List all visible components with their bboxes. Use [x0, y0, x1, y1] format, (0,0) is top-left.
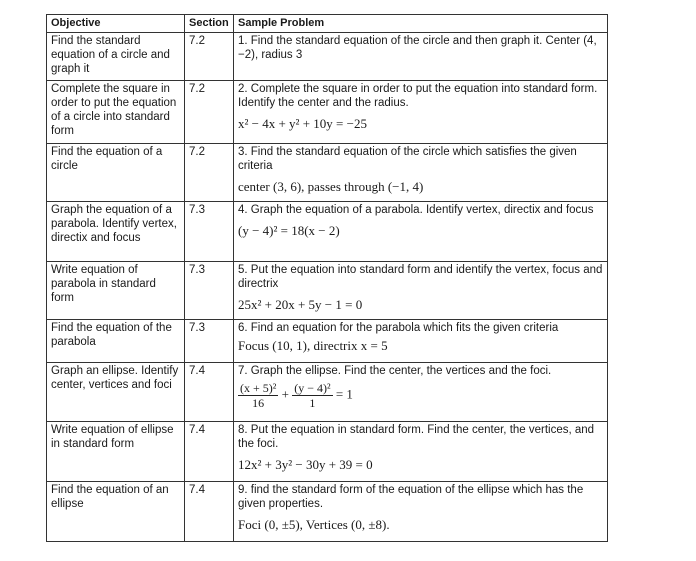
problem-equation: (y − 4)² = 18(x − 2) — [238, 223, 340, 238]
problem-cell — [234, 81, 608, 144]
problem-equation: Foci (0, ±5), Vertices (0, ±8). — [238, 517, 390, 532]
problem-cell — [234, 320, 608, 363]
problem-equation: 25x² + 20x + 5y − 1 = 0 — [238, 297, 363, 312]
problem-equation: Focus (10, 1), directrix x = 5 — [238, 338, 388, 353]
section-cell: 7.3 — [185, 320, 234, 363]
header-row — [47, 15, 608, 33]
header-objective: Objective — [47, 15, 185, 33]
problem-cell — [234, 363, 608, 422]
section-cell: 7.2 — [185, 33, 234, 81]
problem-equation: center (3, 6), passes through (−1, 4) — [238, 179, 424, 194]
problem-text: 5. Put the equation into standard form and identify the vertex, focus and directrix — [238, 264, 603, 290]
fraction-y: $\frac{\text{(y − 4)²}}{1}$ — [294, 381, 331, 410]
objective-cell: Find the equation of the parabola — [47, 320, 185, 363]
objective-cell: Find the equation of a circle — [47, 144, 185, 202]
section-cell: 7.4 — [185, 482, 234, 542]
problem-text: 1. Find the standard equation of the circle and then graph it. Center (4, −2), radius 3 — [238, 35, 597, 61]
objectives-table — [46, 14, 608, 542]
fraction-x: $\frac{\text{(x + 5)²}}{16}$ — [240, 381, 277, 410]
table-row — [47, 202, 608, 262]
problem-cell — [234, 482, 608, 542]
header-section: Section — [185, 15, 234, 33]
problem-text: 7. Graph the ellipse. Find the center, the vertices and the foci. — [238, 365, 552, 377]
table-row — [47, 81, 608, 144]
section-cell: 7.4 — [185, 363, 234, 422]
problem-text: 9. find the standard form of the equation of the ellipse which has the given properties. — [238, 484, 584, 510]
objective-cell: Write equation of parabola in standard form — [47, 262, 185, 320]
table-row — [47, 262, 608, 320]
problem-cell — [234, 262, 608, 320]
objective-cell: Complete the square in order to put the equation of a circle into standard form — [47, 81, 185, 144]
problem-cell — [234, 33, 608, 81]
table-row — [47, 144, 608, 202]
objective-cell: Graph the equation of a parabola. Identify vertex, directix and focus — [47, 202, 185, 262]
section-cell: 7.4 — [185, 422, 234, 482]
problem-equation: x² − 4x + y² + 10y = −25 — [238, 116, 367, 131]
problem-text: 3. Find the standard equation of the circle which satisfies the given criteria — [238, 146, 577, 172]
table-row — [47, 422, 608, 482]
objective-cell: Write equation of ellipse in standard form — [47, 422, 185, 482]
table-row — [47, 363, 608, 422]
section-cell: 7.2 — [185, 144, 234, 202]
table-row — [47, 33, 608, 81]
problem-text: 2. Complete the square in order to put the equation into standard form. Identify the center and the radius. — [238, 83, 598, 109]
problem-text: 8. Put the equation in standard form. Find the center, the vertices, and the foci. — [238, 424, 595, 450]
problem-text: 4. Graph the equation of a parabola. Identify vertex, directix and focus — [238, 204, 594, 216]
problem-equation: 12x² + 3y² − 30y + 39 = 0 — [238, 457, 373, 472]
objective-cell: Graph an ellipse. Identify center, vertices and foci — [47, 363, 185, 422]
table-row — [47, 482, 608, 542]
problem-cell — [234, 422, 608, 482]
problem-cell — [234, 202, 608, 262]
objective-cell: Find the standard equation of a circle and graph it — [47, 33, 185, 81]
objective-cell: Find the equation of an ellipse — [47, 482, 185, 542]
problem-cell — [234, 144, 608, 202]
section-cell: 7.3 — [185, 262, 234, 320]
section-cell: 7.3 — [185, 202, 234, 262]
table-row — [47, 320, 608, 363]
ellipse-equation: $\frac{\text{(x + 5)²}}{16}$ + $\frac{\text{(y − 4)²}}{1}$ = 1 — [240, 381, 353, 410]
header-problem: Sample Problem — [234, 15, 608, 33]
section-cell: 7.2 — [185, 81, 234, 144]
problem-text: 6. Find an equation for the parabola which fits the given criteria — [238, 322, 559, 334]
